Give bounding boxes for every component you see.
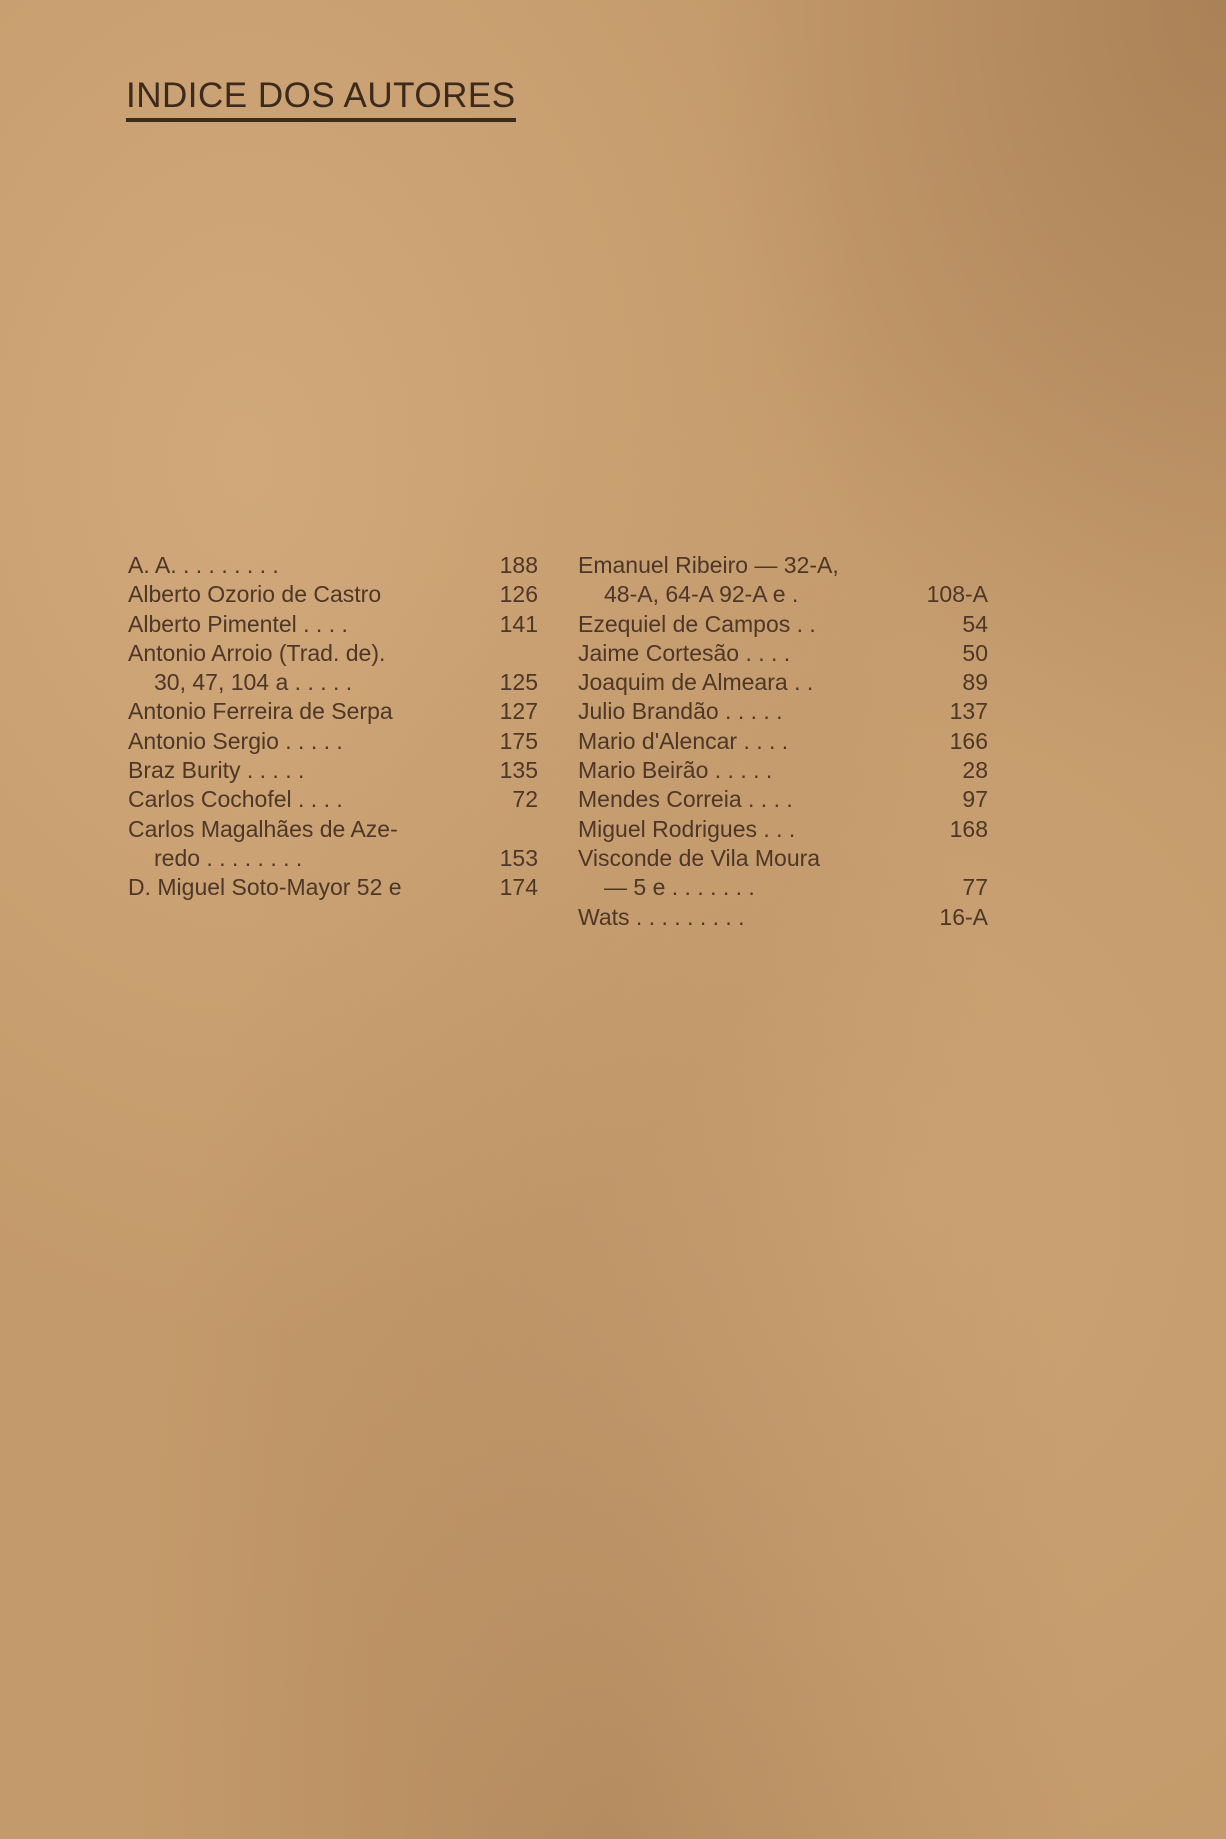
author-name: Visconde de Vila Moura	[578, 844, 821, 871]
page-title: INDICE DOS AUTORES	[126, 76, 516, 122]
author-name: Ezequiel de Campos . .	[578, 610, 816, 637]
author-name: Emanuel Ribeiro — 32-A,	[578, 552, 839, 578]
index-entry	[578, 639, 988, 668]
page-number: 127	[499, 698, 538, 725]
page-number: 153	[499, 844, 538, 871]
author-name: Wats . . . . . . . . .	[578, 903, 745, 930]
authors-column-right	[578, 551, 988, 932]
author-name: Antonio Ferreira de Serpa	[128, 698, 393, 725]
author-name: Braz Burity . . . . .	[128, 757, 305, 784]
index-entry-continuation	[578, 873, 988, 902]
author-name: — 5 e . . . . . . .	[604, 874, 755, 901]
page-number: 50	[962, 639, 988, 666]
index-entry	[578, 727, 988, 756]
author-name: 48-A, 64-A 92-A e .	[604, 581, 799, 608]
index-entry	[128, 551, 538, 580]
index-entry	[128, 610, 538, 639]
index-entry	[128, 785, 538, 814]
page-number: 77	[962, 874, 988, 901]
index-entry-continuation	[578, 580, 988, 609]
page-number: 28	[962, 757, 988, 784]
index-entry	[128, 815, 538, 844]
author-name: Joaquim de Almeara . .	[578, 669, 814, 696]
author-name: Jaime Cortesão . . . .	[578, 639, 791, 666]
page-number: 174	[499, 874, 538, 901]
page-number: 97	[962, 786, 988, 813]
index-entry	[578, 756, 988, 785]
index-entry-continuation	[128, 668, 538, 697]
author-name: Carlos Cochofel . . . .	[128, 786, 343, 813]
author-name: Mendes Correia . . . .	[578, 786, 793, 813]
index-entry	[128, 639, 538, 668]
index-entry	[128, 873, 538, 902]
index-entry	[578, 785, 988, 814]
page-number: 188	[499, 552, 538, 578]
index-entry	[128, 580, 538, 609]
page-number: 135	[499, 757, 538, 784]
author-name: Antonio Sergio . . . . .	[128, 727, 343, 754]
author-name: A. A. . . . . . . . .	[128, 552, 279, 578]
author-name: Miguel Rodrigues . . .	[578, 815, 796, 842]
author-name: redo . . . . . . . .	[154, 844, 303, 871]
author-name: D. Miguel Soto-Mayor 52 e	[128, 874, 402, 901]
index-entry	[578, 697, 988, 726]
page-number: 125	[499, 669, 538, 696]
authors-column-left	[128, 551, 538, 903]
author-name: Alberto Pimentel . . . .	[128, 610, 348, 637]
index-entry	[578, 551, 988, 580]
author-name: Carlos Magalhães de Aze-	[128, 815, 398, 842]
index-entry	[578, 903, 988, 932]
index-entry-continuation	[128, 844, 538, 873]
author-name: Mario d'Alencar . . . .	[578, 727, 789, 754]
page-number: 126	[499, 581, 538, 608]
page-number: 168	[949, 815, 988, 842]
index-entry	[128, 727, 538, 756]
page-number: 72	[512, 786, 538, 813]
index-entry	[578, 610, 988, 639]
page-number: 166	[949, 727, 988, 754]
author-name: Mario Beirão . . . . .	[578, 757, 773, 784]
index-entry	[578, 815, 988, 844]
page-number: 175	[499, 727, 538, 754]
author-name: Julio Brandão . . . . .	[578, 698, 783, 725]
author-name: Alberto Ozorio de Castro	[128, 581, 382, 608]
page-number: 16-A	[939, 903, 988, 930]
index-entry	[128, 756, 538, 785]
index-entry	[578, 844, 988, 873]
index-entry	[128, 697, 538, 726]
page-number: 108-A	[926, 581, 988, 608]
index-entry	[578, 668, 988, 697]
page-number: 54	[962, 610, 988, 637]
page-number: 141	[499, 610, 538, 637]
page-number: 137	[949, 698, 988, 725]
author-name: Antonio Arroio (Trad. de).	[128, 639, 386, 666]
author-name: 30, 47, 104 a . . . . .	[154, 669, 353, 696]
page-number: 89	[962, 669, 988, 696]
